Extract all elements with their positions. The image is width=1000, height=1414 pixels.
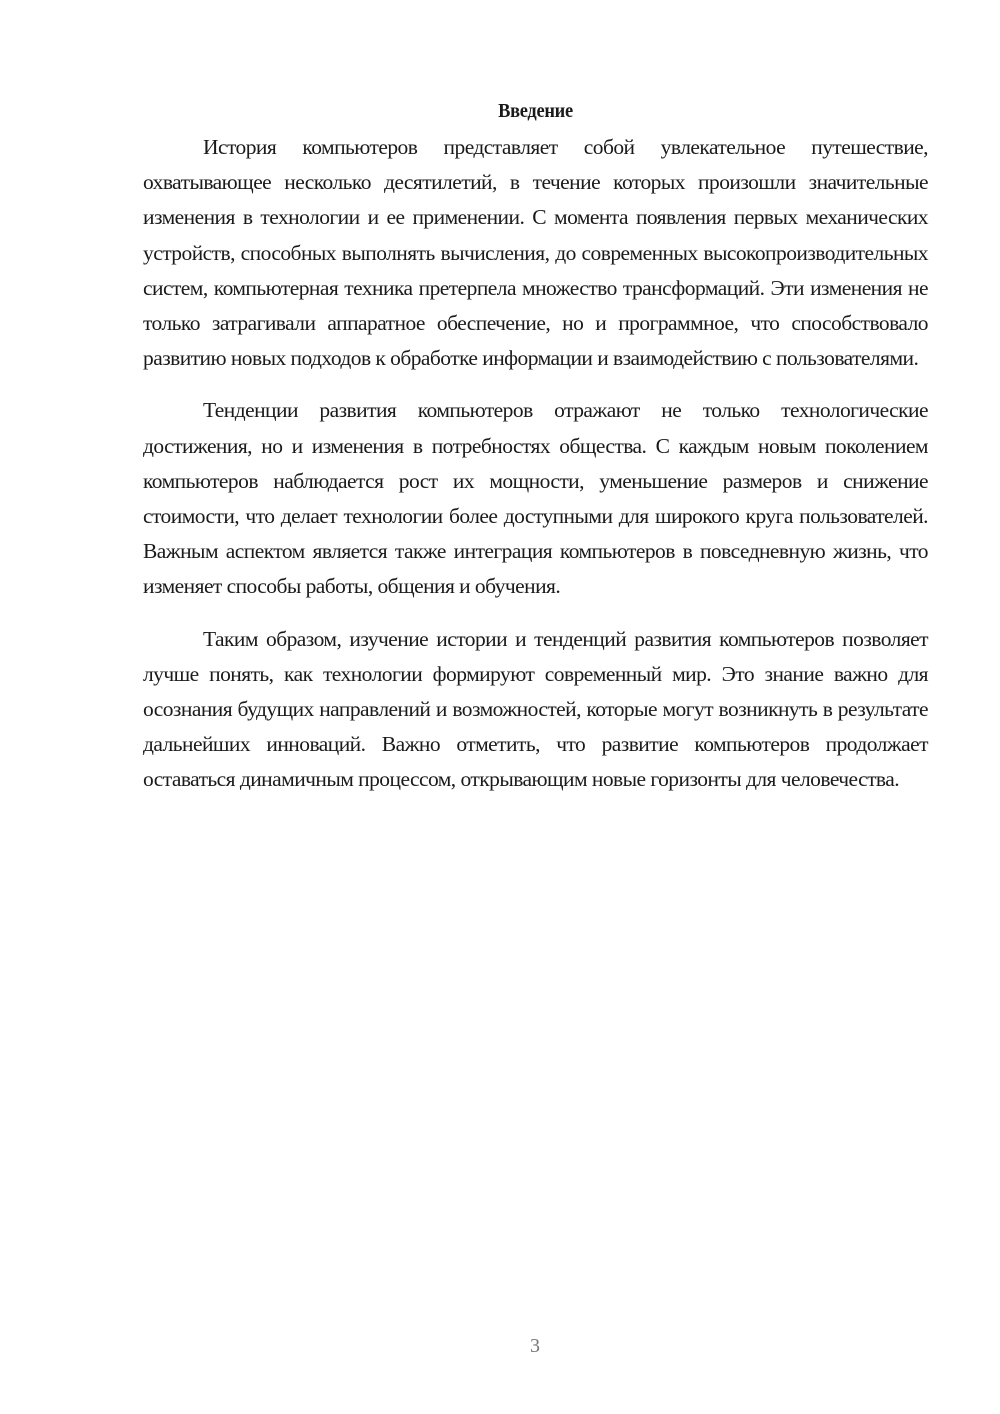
page-number: 3 [530,1335,540,1357]
page-content [143,96,928,798]
paragraph-history: История компьютеров представляет собой увлекательное путешествие, охватывающее несколько десятилетий, в течение которых произошли значительные изменения в технологии и ее применении. С момента появления первых механических устройств, способных выполнять вычисления, до современных высокопроизводительных систем, компьютерная техника претерпела множество трансформаций. Эти изменения не только затрагивали аппаратное обеспечение, но и программное, что способствовало развитию новых подходов к обработке информации и взаимодействию с пользователями. [143,135,928,371]
section-title: Введение [498,100,573,122]
paragraph-conclusion: Таким образом, изучение истории и тенденций развития компьютеров позволяет лучше понять, как технологии формируют современный мир. Это знание важно для осознания будущих направлений и возможностей, которые могут возникнуть в результате дальнейших инноваций. Важно отметить, что развитие компьютеров продолжает оставаться динамичным процессом, открывающим новые горизонты для человечества. [143,626,928,792]
paragraph-trends: Тенденции развития компьютеров отражают не только технологические достижения, но и изменения в потребностях общества. С каждым новым поколением компьютеров наблюдается рост их мощности, уменьшение размеров и снижение стоимости, что делает технологии более доступными для широкого круга пользователей. Важным аспектом является также интеграция компьютеров в повседневную жизнь, что изменяет способы работы, общения и обучения. [143,398,928,599]
